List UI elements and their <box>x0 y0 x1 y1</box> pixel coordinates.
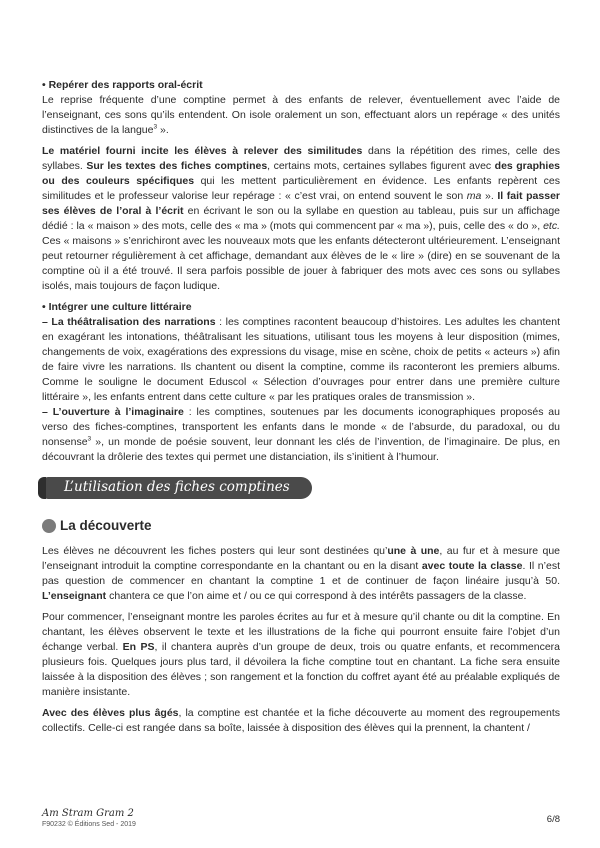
text: , certains mots, certaines syllabes figurent avec <box>267 160 495 172</box>
bold-text: L’enseignant <box>42 590 107 602</box>
paragraph <box>42 706 560 736</box>
bold-text: Sur les textes des fiches comptines <box>86 160 268 172</box>
text: en écrivant le son ou la syllabe en question au tableau, puis sur un affichage dédié : la « maison » des mots, celle des « ma » (mots qui commencent par « ma »), puis, celle des « do », <box>42 205 561 232</box>
text: qui les mettent particulièrement en évidence. Les enfants repèrent ces similitudes et le professeur valorise leur repérage : « c’est vrai, on entend souvent le son <box>42 175 560 202</box>
text: : les comptines racontent beaucoup d’histoires. Les adultes les chantent en exagérant les intonations, théâtralisant les situations, utilisant tous les moyens à leur disposition (mimes, changements de voix, exagérations des expressions du visage, mise en scène, choix de petits « acteurs ») afin de faire vivre les narrations. Ils chantent ou disent la comptine, comme ils raconteront les premiers albums. Comme le souligne le document Eduscol « Sélection d’ouvrages pour entrer dans une première culture littéraire », les enfants entrent dans cette culture « par les pratiques orales de transmission ». <box>42 316 560 403</box>
text: ». <box>481 190 498 202</box>
bold-text: Avec des élèves plus âgés <box>42 707 179 719</box>
bullet-dot-icon <box>42 519 56 533</box>
page-content <box>42 78 560 736</box>
paragraph <box>42 544 560 604</box>
text: . Il n’est pas question de commencer en chantant la comptine 1 et de continuer de façon linéaire jusqu’à 50. <box>42 560 560 587</box>
text: ». <box>157 124 169 136</box>
page-number: 6/8 <box>546 814 560 825</box>
page-footer <box>42 808 560 838</box>
text: chantera ce que l’on aime et / ou ce qui correspond à des intérêts passagers de la classe. <box>106 590 527 602</box>
chapter-banner <box>42 477 312 499</box>
text: dans la répétition des rimes, celle des syllabes. <box>42 145 561 172</box>
paragraph <box>42 144 560 294</box>
footnote-ref: 3 <box>87 435 92 443</box>
paragraph <box>42 93 560 138</box>
banner-cap <box>38 477 46 499</box>
section-heading <box>42 517 560 534</box>
paragraph <box>42 405 560 465</box>
text: Les élèves ne découvrent les fiches posters qui leur sont destinées qu’ <box>42 545 388 557</box>
italic-text: etc. <box>543 220 560 232</box>
section-title-oral-ecrit: • Repérer des rapports oral-écrit <box>42 79 203 91</box>
text: », un monde de poésie souvent, leur donnant les clés de l’invention, de l’imaginaire. De plus, en découvrant la drôlerie des textes qui permet une distanciation, ils s’initient à l’humour. <box>42 436 560 463</box>
bold-text: En PS <box>122 641 155 653</box>
bold-text: des graphies ou des couleurs spécifiques <box>42 160 560 187</box>
bold-text: Le matériel fourni incite les élèves à relever des similitudes <box>42 145 363 157</box>
bold-text: une à une <box>387 545 440 557</box>
text: Le reprise fréquente d’une comptine permet à des enfants de relever, éventuellement avec l’aide de l’enseignant, ces sons qu’ils entendent. On isole oralement un son, effectuant alors un repérage « des unités distinctives de la langue <box>42 94 560 136</box>
paragraph <box>42 610 560 700</box>
section-title: La découverte <box>60 518 152 533</box>
bold-text: – L’ouverture à l’imaginaire <box>42 406 184 418</box>
bold-text: avec toute la classe <box>421 560 523 572</box>
bold-text: – La théâtralisation des narrations <box>42 316 216 328</box>
text: Pour commencer, l’enseignant montre les paroles écrites au fur et à mesure qu’il chante ou dit la comptine. En chantant, les élèves observent le texte et les illustrations de la fiche qui pourront ensuite faire l’objet d’un échange verbal. <box>42 611 560 653</box>
bold-text: Il fait passer ses élèves de l’oral à l’écrit <box>42 190 560 217</box>
book-title: Am Stram Gram 2 <box>42 808 134 819</box>
copyright: F90232 © Éditions Sed - 2019 <box>42 821 136 828</box>
italic-text: ma <box>466 190 482 202</box>
banner-title: L’utilisation des fiches comptines <box>64 479 290 495</box>
text: , il chantera auprès d’un groupe de deux, trois ou quatre enfants, et recommencera plusieurs fois. Quelques jours plus tard, il dévoilera la fiche comptine tout en chantant. La fiche sera ensuite laissée à la disposition des élèves ; son rangement et la fonction du coffret ayant été au préalable expliqués de manière insistante. <box>42 641 560 698</box>
text: : les comptines, soutenues par les documents iconographiques proposés au verso des fiches-comptines, transportent les enfants dans le monde « de l’absurde, du paradoxal, ou du nonsense <box>42 406 560 448</box>
text: , la comptine est chantée et la fiche découverte au moment des regroupements collectifs. Celle-ci est rangée dans sa boîte, laissée à disposition des élèves qui la prennent, la chantent / <box>42 707 561 734</box>
footnote-ref: 3 <box>153 123 158 131</box>
paragraph <box>42 315 560 405</box>
section-title-culture: • Intégrer une culture littéraire <box>42 301 192 313</box>
text: , au fur et à mesure que l’enseignant introduit la comptine correspondante en la chantant ou en la disant <box>42 545 561 572</box>
text: Ces « maisons » s’enrichiront avec les nouveaux mots que les enfants détecteront ultérieurement. L’enseignant peut retourner régulièrement à cet affichage, demandant aux élèves de le « lire » (dire) en se souvenant de la comptine où il a été trouvé. Il sera parfois possible de jouer à fabriquer des mots avec ces sons ou syllabes isolés, mais toujours de façon ludique. <box>42 235 560 292</box>
